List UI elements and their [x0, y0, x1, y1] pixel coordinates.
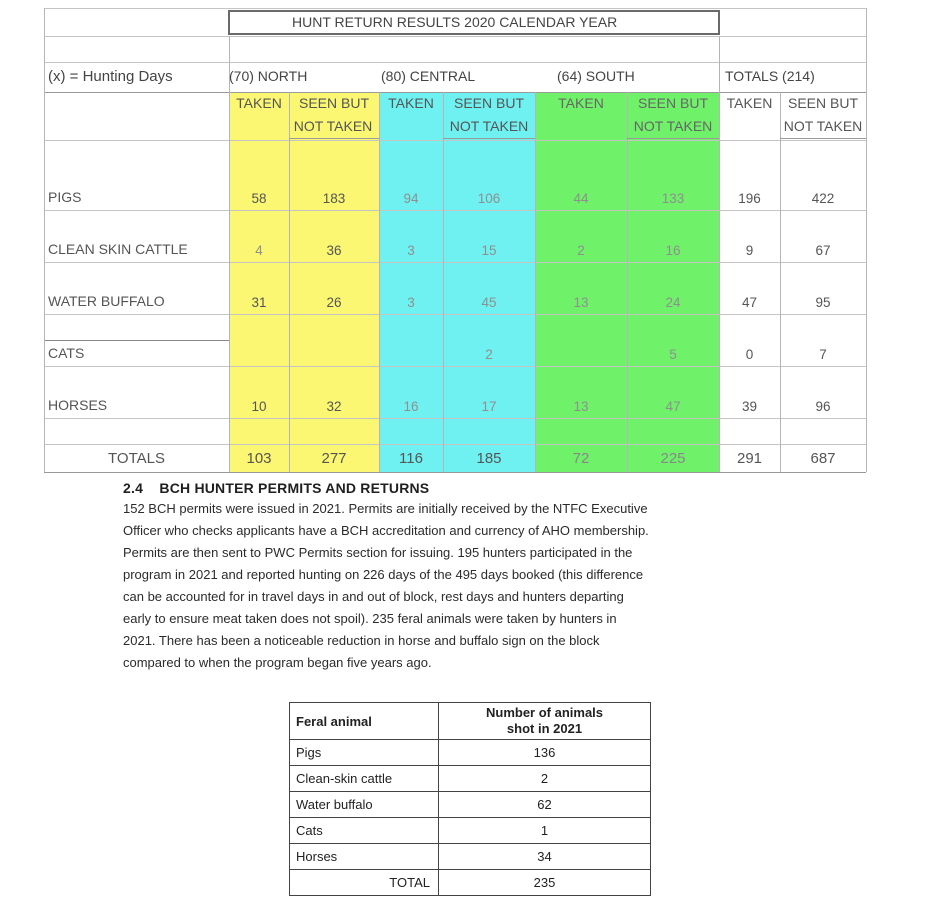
animal-name: Horses [290, 844, 439, 870]
paragraph-line: Officer who checks applicants have a BCH accreditation and currency of AHO membership. [123, 523, 649, 538]
table-total-row [290, 870, 651, 896]
cell: 106 [477, 191, 501, 206]
paragraph-line: early to ensure meat taken does not spoil). 235 feral animals were taken by hunters in [123, 611, 617, 626]
row-label: CLEAN SKIN CATTLE [48, 241, 188, 257]
cell: 15 [481, 243, 497, 258]
south-seen-header-1: SEEN BUT [637, 95, 708, 111]
cell: 7 [819, 347, 827, 362]
totals-seen-header-1: SEEN BUT [787, 95, 858, 111]
animal-count: 2 [439, 766, 651, 792]
cell: 44 [573, 191, 589, 206]
cell: 26 [326, 295, 342, 310]
cell: 31 [251, 295, 267, 310]
cell: 103 [246, 450, 272, 467]
cell: 72 [572, 450, 590, 467]
cell: 2 [577, 243, 585, 258]
table-row [290, 818, 651, 844]
south-taken-header: TAKEN [558, 95, 604, 111]
animal-name: Water buffalo [290, 792, 439, 818]
paragraph-line: compared to when the program began five years ago. [123, 655, 432, 670]
cell: 291 [736, 450, 763, 467]
cell: 94 [403, 191, 419, 206]
total-label: TOTAL [290, 870, 439, 896]
animal-name: Cats [290, 818, 439, 844]
col-feral-animal: Feral animal [290, 703, 439, 740]
central-seen-header-2: NOT TAKEN [449, 118, 529, 134]
central-seen-header-1: SEEN BUT [453, 95, 524, 111]
total-value: 235 [439, 870, 651, 896]
cell: 687 [810, 450, 836, 467]
cell: 47 [741, 295, 758, 310]
cell: 133 [661, 191, 685, 206]
paragraph-line: program in 2021 and reported hunting on 226 days of the 495 days booked (this difference [123, 567, 644, 582]
cell: 47 [665, 399, 681, 414]
central-band [379, 93, 535, 473]
cell: 17 [481, 399, 497, 414]
north-seen-header-2: NOT TAKEN [293, 118, 373, 134]
cell: 13 [573, 295, 589, 310]
animal-count: 34 [439, 844, 651, 870]
hunt-table-title: HUNT RETURN RESULTS 2020 CALENDAR YEAR [292, 14, 618, 30]
cell: 16 [665, 243, 681, 258]
animal-name: Pigs [290, 740, 439, 766]
totals-taken-header: TAKEN [726, 95, 773, 111]
cell: 2 [485, 347, 493, 362]
cell: 67 [815, 243, 831, 258]
cell: 5 [669, 347, 677, 362]
cell: 0 [745, 347, 754, 362]
totals-label: TOTALS [108, 450, 165, 467]
cell: 183 [322, 191, 346, 206]
cell: 10 [251, 399, 267, 414]
cell: 45 [481, 295, 497, 310]
region-south: (64) SOUTH [557, 68, 635, 84]
region-totals: TOTALS (214) [725, 68, 815, 84]
cell: 13 [573, 399, 589, 414]
table-row [290, 740, 651, 766]
animal-name: Clean-skin cattle [290, 766, 439, 792]
row-label: HORSES [48, 397, 108, 413]
cell: 96 [815, 399, 831, 414]
cell: 95 [815, 295, 831, 310]
cell: 32 [326, 399, 342, 414]
section-paragraph [123, 498, 883, 674]
south-seen-header-2: NOT TAKEN [633, 118, 713, 134]
north-band [229, 93, 379, 473]
cell: 9 [745, 243, 754, 258]
cell: 422 [811, 191, 835, 206]
cell: 225 [660, 450, 686, 467]
north-taken-header: TAKEN [236, 95, 282, 111]
table-row [290, 792, 651, 818]
section-heading: 2.4 BCH HUNTER PERMITS AND RETURNS [123, 480, 430, 496]
cell: 39 [741, 399, 758, 414]
cell: 24 [665, 295, 681, 310]
central-taken-header: TAKEN [388, 95, 434, 111]
cell: 4 [255, 243, 263, 258]
row-label: WATER BUFFALO [48, 293, 165, 309]
hunting-days-label: (x) = Hunting Days [48, 68, 173, 85]
totals-seen-header-2: NOT TAKEN [783, 118, 863, 134]
north-seen-header-1: SEEN BUT [298, 95, 369, 111]
paragraph-line: can be accounted for in travel days in and out of block, rest days and hunters departing [123, 589, 624, 604]
cell: 3 [407, 295, 415, 310]
animal-count: 136 [439, 740, 651, 766]
cell: 16 [403, 399, 419, 414]
table-row [290, 766, 651, 792]
cell: 116 [399, 450, 423, 467]
col-number-shot-line1: Number of animals [485, 705, 604, 720]
paragraph-line: 152 BCH permits were issued in 2021. Permits are initially received by the NTFC Executive [123, 501, 648, 516]
col-number-shot-line2: shot in 2021 [506, 721, 583, 736]
col-number-shot [439, 703, 651, 740]
region-central: (80) CENTRAL [381, 68, 476, 84]
cell: 277 [321, 450, 347, 467]
animals-shot-table [289, 702, 651, 896]
table-row [290, 844, 651, 870]
animal-count: 1 [439, 818, 651, 844]
region-north: (70) NORTH [229, 68, 308, 84]
paragraph-line: Permits are then sent to PWC Permits section for issuing. 195 hunters participated in the [123, 545, 633, 560]
animal-count: 62 [439, 792, 651, 818]
cell: 58 [251, 191, 267, 206]
paragraph-line: 2021. There has been a noticeable reduction in horse and buffalo sign on the block [123, 633, 600, 648]
table-header-row [290, 703, 651, 740]
row-label: PIGS [48, 189, 82, 205]
cell: 185 [476, 450, 502, 467]
row-label: CATS [48, 345, 85, 361]
cell: 3 [407, 243, 415, 258]
cell: 36 [326, 243, 342, 258]
cell: 196 [738, 191, 761, 206]
